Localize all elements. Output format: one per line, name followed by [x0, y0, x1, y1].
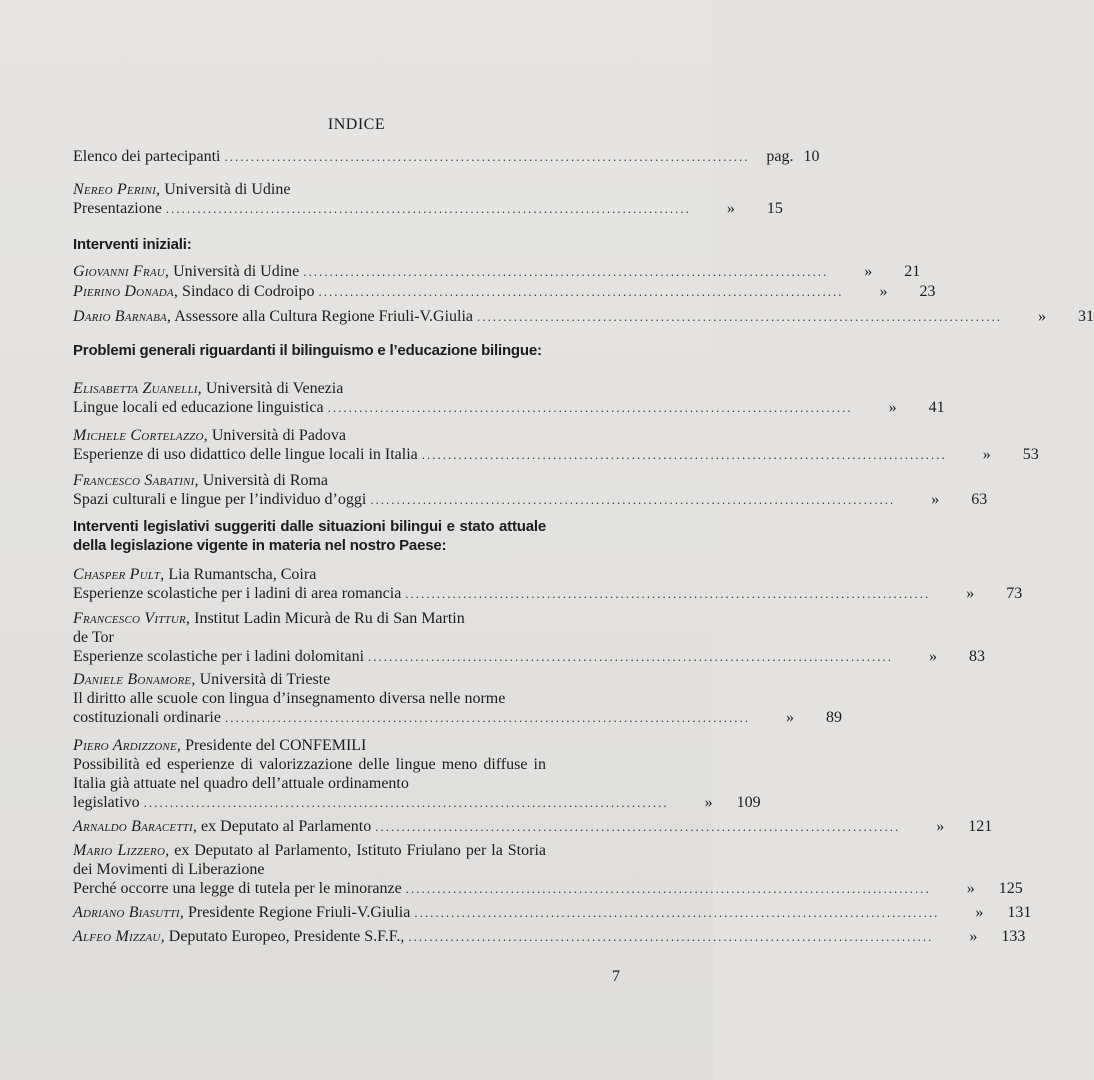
entry-title-lines: Possibilità ed esperienze di valorizzazione delle lingue meno diffuse in Italia già attuate nel quadro dell’attuale ordinamento [73, 756, 546, 792]
page-prefix: » [879, 283, 888, 300]
author-name: Michele Cortelazzo, [73, 427, 208, 444]
section-heading: Interventi iniziali: [73, 236, 192, 253]
toc-entry-perini [73, 180, 783, 218]
dot-leader: .................................................................................................... [327, 400, 853, 415]
page-prefix: » [704, 794, 713, 811]
toc-entry-donada [73, 282, 936, 301]
author-name: Chasper Pult, [73, 566, 165, 583]
author-affiliation: Università di Udine [160, 181, 291, 198]
author-affiliation: ex Deputato al Parlamento [197, 818, 372, 835]
page-prefix: » [936, 818, 945, 835]
toc-entry-bonamore [73, 670, 842, 727]
entry-title: Perché occorre una legge di tutela per le minoranze [73, 880, 402, 897]
author-name: Mario Lizzero, [73, 842, 170, 859]
entry-title: Esperienze scolastiche per i ladini dolomitani [73, 648, 365, 665]
dot-leader: .................................................................................................... [414, 905, 940, 920]
page-prefix: » [969, 928, 978, 945]
author-affiliation: Università di Trieste [195, 671, 331, 688]
toc-entry-ardizzone [73, 736, 761, 812]
dot-leader: .................................................................................................... [370, 492, 896, 507]
page-number: 125 [998, 880, 1023, 897]
toc-entry-lizzero [73, 841, 1023, 898]
page-prefix: » [1038, 308, 1046, 325]
toc-entry-barnaba [73, 307, 1094, 326]
page-number: 133 [1001, 928, 1026, 945]
author-name: Arnaldo Baracetti, [73, 818, 198, 835]
author-name: Francesco Sabatini, [73, 472, 199, 489]
dot-leader: .................................................................................................... [303, 264, 829, 279]
page-prefix: » [864, 263, 873, 280]
entry-title: costituzionali ordinarie [73, 709, 221, 726]
page-number: 131 [1007, 904, 1032, 921]
page-prefix: » [966, 880, 975, 897]
author-affiliation: Università di Roma [198, 472, 329, 489]
page-prefix: » [929, 648, 938, 665]
folio-page-number: 7 [612, 968, 620, 985]
page-title: INDICE [327, 116, 386, 133]
author-affiliation: Lia Rumantscha, Coira [164, 566, 317, 583]
toc-entry-frau [73, 262, 921, 281]
dot-leader: .................................................................................................... [421, 447, 947, 462]
page-prefix: » [982, 446, 991, 463]
dot-leader: .................................................................................................... [405, 586, 931, 601]
dot-leader: .................................................................................................... [368, 649, 894, 664]
entry-title: Esperienze di uso didattico delle lingue locali in Italia [73, 446, 418, 463]
toc-entry-partecipanti [73, 147, 820, 166]
toc-entry-pult [73, 565, 1023, 603]
author-affiliation: Presidente Regione Friuli-V.Giulia [184, 904, 411, 921]
page-number: 15 [766, 200, 783, 217]
toc-entry-biasutti [73, 903, 1032, 922]
author-affiliation: Institut Ladin Micurà de Ru di San Martin de Tor [73, 610, 465, 646]
page-number: 89 [825, 709, 842, 726]
page-number: 10 [803, 148, 820, 165]
toc-entry-baracetti [73, 817, 993, 836]
section-heading: Problemi generali riguardanti il bilinguismo e l’educazione bilingue: [73, 342, 542, 359]
entry-title: Lingue locali ed educazione linguistica [73, 399, 324, 416]
dot-leader: .................................................................................................... [224, 710, 750, 725]
dot-leader: .................................................................................................... [408, 929, 934, 944]
author-affiliation: Università di Venezia [201, 380, 344, 397]
toc-entry-zuanelli [73, 379, 945, 417]
page-number: 109 [736, 794, 761, 811]
author-name: Giovanni Frau, [73, 263, 170, 280]
author-affiliation: ex Deputato al Parlamento, Istituto Friulano per la Storia dei Movimenti di Liberazione [73, 842, 546, 878]
entry-title: Esperienze scolastiche per i ladini di area romancia [73, 585, 402, 602]
entry-title-line: Il diritto alle scuole con lingua d’insegnamento diversa nelle norme [73, 690, 506, 707]
page-prefix: » [785, 709, 794, 726]
toc-entry-sabatini [73, 471, 988, 509]
author-affiliation: Sindaco di Codroipo [178, 283, 315, 300]
toc-entry-vittur [73, 609, 986, 666]
dot-leader: .................................................................................................... [143, 795, 669, 810]
toc-entry-cortelazzo [73, 426, 1039, 464]
dot-leader: .................................................................................................... [375, 819, 901, 834]
dot-leader: .................................................................................................... [165, 201, 691, 216]
page-number: 73 [1006, 585, 1023, 602]
page-number: 21 [904, 263, 921, 280]
page-prefix: pag. [766, 148, 794, 165]
page-number: 41 [928, 399, 945, 416]
toc-entry-mizzau [73, 927, 1026, 946]
author-name: Piero Ardizzone, [73, 737, 182, 754]
dot-leader: .................................................................................................... [318, 284, 844, 299]
page-number: 31 [1078, 308, 1094, 325]
author-name: Elisabetta Zuanelli, [73, 380, 202, 397]
page-prefix: » [975, 904, 984, 921]
page-prefix: » [966, 585, 975, 602]
author-name: Adriano Biasutti, [73, 904, 184, 921]
author-name: Alfeo Mizzau, [73, 928, 165, 945]
section-heading: Interventi legislativi suggeriti dalle situazioni bilingui e stato attuale della legislazione vigente in materia nel nostro Paese: [73, 518, 546, 554]
author-name: Dario Barnaba, [73, 308, 172, 325]
page-prefix: » [888, 399, 897, 416]
entry-title: Spazi culturali e lingue per l’individuo d’oggi [73, 491, 367, 508]
author-affiliation: Università di Udine [169, 263, 300, 280]
page-number: 83 [969, 648, 986, 665]
entry-title: legislativo [73, 794, 140, 811]
entry-title: Presentazione [73, 200, 162, 217]
page-prefix: » [931, 491, 940, 508]
page-prefix: » [726, 200, 735, 217]
page-number: 23 [919, 283, 936, 300]
dot-leader: .................................................................................................... [405, 881, 931, 896]
author-affiliation: Assessore alla Cultura Regione Friuli-V.Giulia [171, 308, 473, 325]
dot-leader: .................................................................................................... [224, 149, 750, 164]
author-affiliation: Presidente del CONFEMILI [181, 737, 367, 754]
author-name: Nereo Perini, [73, 181, 161, 198]
page-number: 121 [968, 818, 993, 835]
author-name: Daniele Bonamore, [73, 671, 196, 688]
dot-leader: .................................................................................................... [477, 309, 1002, 324]
page-number: 53 [1022, 446, 1039, 463]
author-name: Pierino Donada, [73, 283, 179, 300]
author-affiliation: Deputato Europeo, Presidente S.F.F., [164, 928, 405, 945]
author-name: Francesco Vittur, [73, 610, 191, 627]
page-number: 63 [971, 491, 988, 508]
entry-title: Elenco dei partecipanti [73, 148, 221, 165]
author-affiliation: Università di Padova [207, 427, 347, 444]
